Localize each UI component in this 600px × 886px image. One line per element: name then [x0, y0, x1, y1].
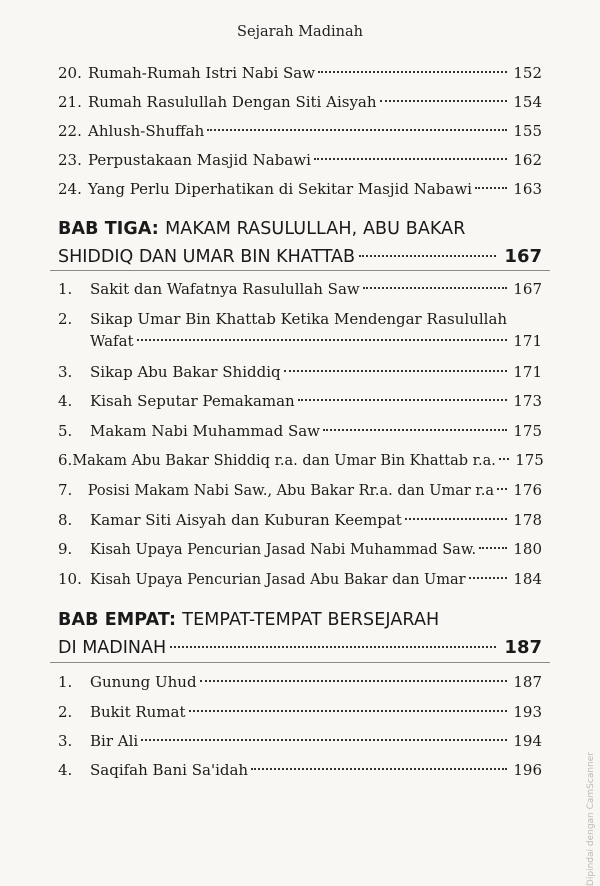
toc-entry	[58, 388, 542, 414]
scanner-watermark: Dipindai dengan CamScanner	[586, 752, 596, 886]
leader-dots	[137, 339, 507, 341]
leader-dots	[207, 129, 507, 131]
chapter-title: TEMPAT-TEMPAT BERSEJARAH	[182, 610, 440, 630]
leader-dots	[318, 71, 507, 73]
chapter-heading	[58, 610, 542, 630]
chapter-heading	[58, 219, 542, 239]
entry-number: 9.	[58, 540, 73, 558]
entry-page: 162	[513, 151, 542, 169]
entry-page: 167	[513, 280, 542, 298]
leader-dots	[189, 710, 507, 712]
leader-dots	[323, 429, 507, 431]
entry-page: 171	[513, 332, 542, 350]
entry-page: 154	[513, 93, 542, 111]
entry-title: Saqifah Bani Sa'idah	[90, 761, 249, 779]
entry-title: Kisah Seputar Pemakaman	[90, 392, 295, 410]
entry-number: 21.	[58, 93, 82, 111]
entry-number: 10.	[58, 570, 82, 588]
chapter-page: 187	[504, 637, 542, 658]
leader-dots	[200, 680, 507, 682]
entry-title: Perpustakaan Masjid Nabawi	[88, 151, 311, 169]
entry-number: 6.	[58, 451, 73, 469]
entry-number: 5.	[58, 422, 73, 440]
entry-page: 152	[513, 64, 542, 82]
toc-entry	[58, 60, 542, 86]
entry-title: Kamar Siti Aisyah dan Kuburan Keempat	[90, 511, 402, 529]
leader-dots	[298, 399, 507, 401]
running-head: Sejarah Madinah	[237, 24, 363, 40]
toc-entry	[58, 699, 542, 725]
entry-page: 193	[513, 703, 542, 721]
chapter-label: BAB EMPAT:	[58, 610, 177, 630]
entry-number: 8.	[58, 511, 73, 529]
entry-title: Rumah Rasulullah Dengan Siti Aisyah	[88, 93, 377, 111]
entry-page: 194	[513, 732, 542, 750]
toc-entry	[58, 477, 542, 504]
entry-number: 3.	[58, 363, 73, 381]
leader-dots	[499, 458, 509, 460]
entry-title: Bir Ali	[90, 732, 139, 750]
leader-dots	[479, 547, 507, 549]
toc-entry	[58, 89, 542, 115]
entry-number: 1.	[58, 673, 73, 691]
entry-title: Kisah Upaya Pencurian Jasad Abu Bakar dan Umar	[90, 572, 466, 588]
entry-page: 180	[513, 540, 542, 558]
entry-number: 2.	[58, 703, 73, 721]
entry-title: Sikap Abu Bakar Shiddiq	[90, 363, 281, 381]
chapter-page: 167	[504, 246, 542, 267]
entry-number: 20.	[58, 64, 82, 82]
toc-entry	[58, 418, 542, 444]
entry-number: 4.	[58, 392, 73, 410]
entry-title: Bukit Rumat	[90, 703, 186, 721]
entry-page: 175	[513, 422, 542, 440]
leader-dots	[284, 370, 507, 372]
entry-title: Makam Nabi Muhammad Saw	[90, 422, 321, 440]
entry-title: Gunung Uhud	[90, 673, 197, 691]
chapter-title: MAKAM RASULULLAH, ABU BAKAR	[165, 219, 466, 239]
leader-dots	[380, 100, 507, 102]
toc-entry	[58, 447, 542, 474]
entry-page: 196	[513, 761, 542, 779]
entry-title: Yang Perlu Diperhatikan di Sekitar Masjid Nabawi	[88, 180, 472, 198]
toc-entry	[58, 176, 542, 202]
leader-dots	[475, 187, 507, 189]
entry-page: 173	[513, 392, 542, 410]
leader-dots	[359, 255, 496, 257]
entry-title: Makam Abu Bakar Shiddiq r.a. dan Umar Bin Khattab r.a.	[72, 453, 496, 469]
chapter-title: SHIDDIQ DAN UMAR BIN KHATTAB	[58, 247, 356, 267]
entry-page: 176	[513, 481, 542, 499]
leader-dots	[251, 768, 507, 770]
entry-number: 1.	[58, 280, 73, 298]
toc-entry	[58, 669, 542, 695]
chapter-title: DI MADINAH	[58, 638, 167, 658]
entry-page: 184	[513, 570, 542, 588]
section-rule	[50, 662, 550, 663]
toc-entry	[58, 118, 542, 144]
chapter-label: BAB TIGA:	[58, 219, 159, 239]
entry-page: 187	[513, 673, 542, 691]
entry-number: 3.	[58, 732, 73, 750]
entry-title: Kisah Upaya Pencurian Jasad Nabi Muhammad Saw.	[90, 542, 477, 558]
entry-number: 2.	[58, 310, 73, 328]
toc-entry	[58, 566, 542, 593]
toc-entry	[58, 757, 542, 783]
entry-number: 23.	[58, 151, 82, 169]
entry-number: 24.	[58, 180, 82, 198]
entry-title: Sakit dan Wafatnya Rasulullah Saw	[90, 280, 360, 298]
entry-title: Posisi Makam Nabi Saw., Abu Bakar Rr.a. dan Umar r.a	[87, 483, 494, 499]
entry-number: 4.	[58, 761, 73, 779]
toc-entry	[58, 328, 542, 354]
entry-page: 155	[513, 122, 542, 140]
toc-entry	[58, 359, 542, 385]
entry-page: 171	[513, 363, 542, 381]
entry-title: Sikap Umar Bin Khattab Ketika Mendengar Rasulullah	[90, 310, 508, 328]
section-rule	[50, 270, 550, 271]
entry-page: 163	[513, 180, 542, 198]
entry-title: Rumah-Rumah Istri Nabi Saw	[88, 64, 316, 82]
leader-dots	[405, 518, 507, 520]
entry-number: 22.	[58, 122, 82, 140]
leader-dots	[497, 488, 507, 490]
leader-dots	[363, 287, 507, 289]
toc-entry	[58, 147, 542, 173]
leader-dots	[314, 158, 507, 160]
toc-entry	[58, 536, 542, 563]
entry-number: 7.	[58, 481, 73, 499]
entry-page: 178	[513, 511, 542, 529]
leader-dots	[469, 577, 507, 579]
leader-dots	[170, 646, 496, 648]
chapter-heading-line	[58, 246, 542, 267]
entry-title: Wafat	[90, 332, 134, 350]
entry-title: Ahlush-Shuffah	[88, 122, 205, 140]
chapter-heading-line	[58, 637, 542, 658]
toc-entry	[58, 507, 542, 533]
toc-entry	[58, 728, 542, 754]
leader-dots	[141, 739, 507, 741]
toc-entry	[58, 276, 542, 302]
entry-page: 175	[515, 451, 544, 469]
